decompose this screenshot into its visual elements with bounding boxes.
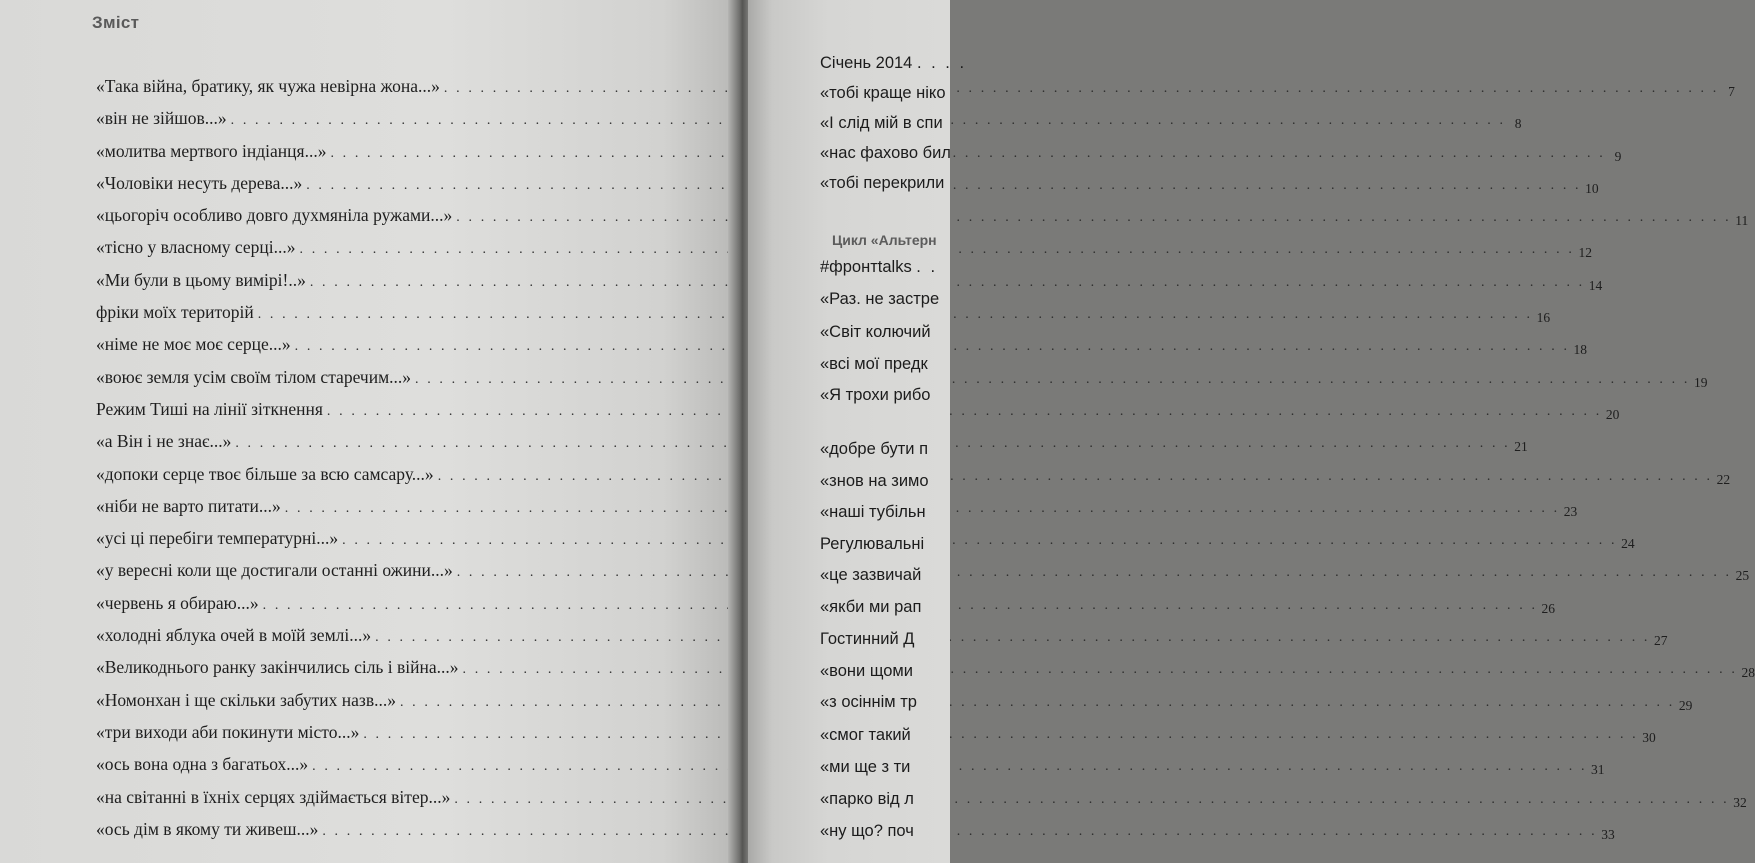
toc-entry-title: «тобі краще ніко [820, 84, 946, 102]
toc-entry-title: «нас фахово бил [820, 144, 951, 162]
toc-entry [820, 114, 943, 133]
toc-page-number: 14 [1588, 277, 1603, 293]
toc-page-number: 29 [1678, 697, 1693, 713]
toc-entry [820, 535, 924, 554]
toc-entry-title: «І слід мій в спи [820, 114, 943, 132]
section-heading: Цикл «Альтерн [832, 232, 937, 248]
toc-entry-title: «червень я обираю...» [96, 592, 259, 613]
toc-entry-title: «Ми були в цьому вимірі!..» [96, 269, 306, 290]
toc-page-number: 22 [1716, 471, 1731, 487]
toc-entry [820, 323, 931, 342]
toc-page-number: 32 [1733, 794, 1747, 810]
toc-entry-title: Режим Тиші на лінії зіткнення [96, 398, 323, 419]
toc-entry [820, 566, 921, 585]
toc-page-number: 16 [1536, 310, 1551, 326]
toc-entry-title: «а Він і не знає...» [96, 431, 232, 452]
dot-leader [330, 146, 1605, 162]
toc-entry-title: «Раз. не застре [820, 290, 940, 308]
right-page [748, 0, 967, 863]
toc-entry-title: «усі ці перебіги температурні...» [96, 528, 339, 549]
toc-page-number: 11 [1735, 213, 1749, 229]
toc-page-number: 8 [1514, 116, 1522, 132]
toc-entry [820, 54, 967, 73]
toc-entry-title: «три виходи аби покинути місто...» [96, 721, 360, 742]
toc-entry [820, 144, 951, 163]
dot-leader [454, 792, 1729, 808]
toc-entry-title: «знов на зимо [820, 472, 929, 490]
toc-entry-title: «у вересні коли ще достигали останні ожини...» [96, 560, 453, 581]
toc-entry [820, 84, 946, 103]
toc-entry [820, 726, 911, 745]
toc-page-number: 19 [1693, 374, 1708, 390]
toc-entry-title: «він не зійшов...» [96, 108, 227, 129]
dot-leader [457, 565, 1732, 581]
toc-entry-title: «смог такий [820, 726, 911, 744]
toc-entry-title: «тобі перекрили [820, 174, 945, 192]
dot-leader [342, 533, 1617, 549]
toc-entry-title: «всі мої предк [820, 355, 928, 373]
toc-entry [96, 398, 1620, 431]
toc-page-number: 27 [1654, 633, 1668, 649]
dot-leader [363, 727, 1638, 743]
toc-entry-title: «парко від л [820, 790, 914, 808]
page-title: Зміст [92, 13, 140, 32]
toc-page-number: 33 [1601, 826, 1615, 842]
toc-page-number: 30 [1642, 729, 1656, 745]
toc-entry-title: «цьогоріч особливо довго духмяніла ружами...» [96, 205, 453, 226]
dot-leader [463, 662, 1738, 678]
dot-leader [327, 404, 1602, 420]
toc-page-number: 20 [1605, 406, 1620, 422]
toc-entry [820, 598, 921, 617]
toc-entry-title: «добре бути п [820, 440, 928, 458]
dot-leader [400, 695, 1675, 711]
toc-page-number: 26 [1541, 600, 1556, 616]
toc-page-number: 9 [1614, 148, 1622, 164]
toc-entry-title: «на світанні в їхніх серцях здіймається вітер...» [96, 786, 451, 807]
toc-entry-title: «Світ колючий [820, 323, 931, 341]
toc-entry-title: «холодні яблука очей в моїй землі...» [96, 625, 372, 646]
dot-leader [444, 81, 1719, 97]
toc-entry-title: «воює земля усім своїм тілом старечим...» [96, 366, 412, 387]
toc-page-number: 24 [1621, 536, 1635, 552]
toc-entry-title: «вони щоми [820, 662, 913, 680]
toc-entry [820, 472, 929, 491]
toc-entry [820, 758, 910, 777]
toc-entry-title: «якби ми рап [820, 598, 922, 616]
toc-entry-title: «Номонхан і ще скільки забутих назв...» [96, 689, 396, 710]
dot-leader [375, 630, 1650, 646]
toc-entry [820, 693, 917, 712]
toc-entry [820, 503, 926, 522]
toc-entry-title: «наші тубільн [820, 503, 926, 521]
toc-page-number: 23 [1563, 503, 1578, 519]
dot-leader [415, 372, 1690, 388]
toc-entry [820, 355, 928, 374]
toc-page-number: 25 [1735, 568, 1750, 584]
toc-entry-title: «Така війна, братику, як чужа невірна жона...» [96, 76, 440, 96]
toc-page-number: 18 [1573, 342, 1588, 358]
dot-leader [438, 469, 1713, 485]
toc-entry-title: «ніби не варто питати...» [96, 495, 281, 516]
toc-entry [820, 174, 944, 193]
toc-entry-title: «Чоловіки несуть дерева...» [96, 172, 303, 193]
toc-page-number: 21 [1514, 439, 1528, 455]
toc-entry-title: «це зазвичай [820, 566, 922, 584]
toc-entry-title: «ось вона одна з багатьох...» [96, 754, 309, 775]
toc-entry-title: «допоки серце твоє більше за всю самсару...» [96, 463, 434, 484]
toc-page-number: 10 [1585, 180, 1599, 196]
toc-entry-title: Січень 2014 [820, 54, 913, 72]
toc-entry [820, 822, 914, 841]
dot-leader: . . . . [916, 54, 967, 72]
toc-entry [820, 386, 930, 405]
toc-entry-title: фріки моїх територій [96, 302, 254, 323]
toc-entry [820, 258, 938, 277]
toc-entry-title: «Великоднього ранку закінчились сіль і війна...» [96, 657, 459, 678]
toc-entry [820, 440, 928, 459]
toc-entry [820, 290, 939, 309]
toc-entry-title: «тісно у власному серці...» [96, 237, 296, 258]
toc-page-number: 28 [1741, 665, 1755, 681]
toc-entry [96, 205, 1749, 237]
toc-entry-title: «ну що? поч [820, 822, 914, 840]
toc-entry-title: Гостинний Д [820, 630, 915, 648]
toc-entry [820, 630, 914, 649]
toc-entry-title: «ось дім в якому ти живеш...» [96, 818, 319, 839]
dot-leader [456, 210, 1731, 226]
toc-entry-title: «молитва мертвого індіанця...» [96, 140, 327, 161]
toc-entry [820, 662, 913, 681]
toc-page-number: 12 [1578, 245, 1592, 261]
toc-entry [820, 790, 914, 809]
toc-entry-title: «ми ще з ти [820, 758, 911, 776]
toc-entry-title: «Я трохи рибо [820, 386, 931, 404]
dot-leader: . . [916, 258, 938, 276]
dot-leader [322, 824, 1597, 840]
toc-page-number: 31 [1591, 762, 1605, 778]
toc-page-number: 7 [1728, 84, 1735, 99]
toc-entry-title: «німе не моє моє серце...» [96, 334, 291, 355]
toc-entry-title: Регулювальні [820, 535, 925, 553]
toc-entry-title: «з осіннім тр [820, 693, 917, 711]
toc-entry-title: #фронтtalks [820, 258, 912, 276]
